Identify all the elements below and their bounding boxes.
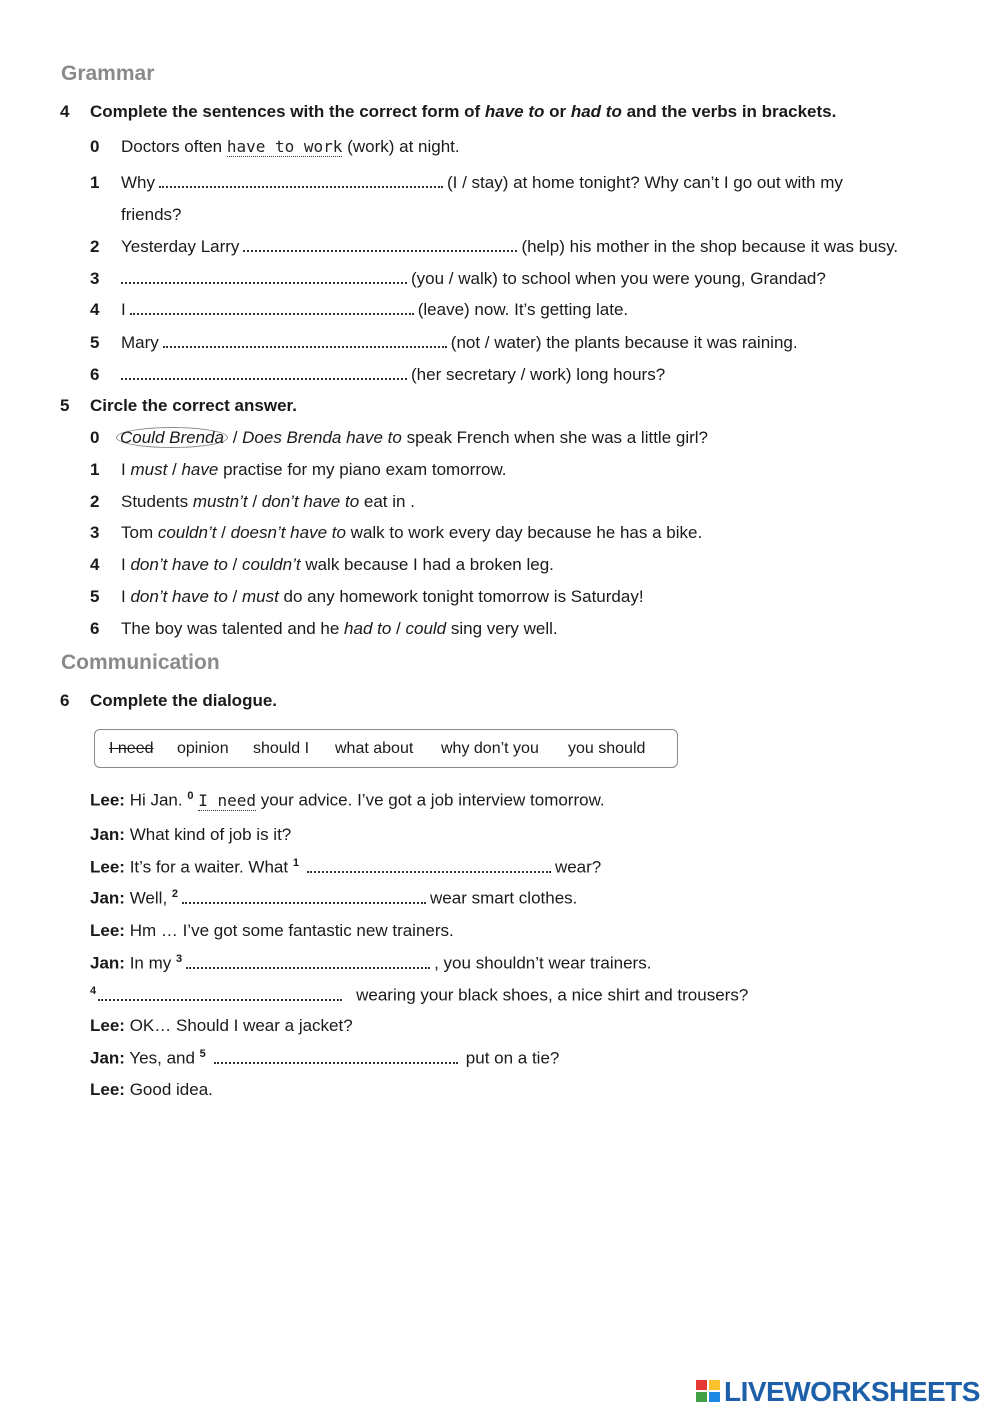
sentence-text: practise for my piano exam tomorrow. xyxy=(218,460,507,479)
option[interactable]: must xyxy=(130,460,168,479)
word-box-item: you should xyxy=(568,740,646,757)
item-number: 3 xyxy=(90,523,100,542)
speaker: Lee: xyxy=(90,1080,125,1099)
sentence-text: (I / stay) at home tonight? Why can’t I go out with my xyxy=(447,173,843,192)
dialogue-text: Hm … I’ve got some fantastic new trainers. xyxy=(124,921,454,940)
answer-blank[interactable] xyxy=(98,987,342,1001)
speaker: Lee: xyxy=(90,921,125,940)
sentence-text: sing very well. xyxy=(446,619,558,638)
dialogue-text: Yes, and xyxy=(124,1048,200,1068)
sentence-text: do any homework tonight tomorrow is Saturday! xyxy=(278,587,644,606)
dialogue-text: OK… Should I wear a jacket? xyxy=(124,1016,353,1035)
option[interactable]: don’t have to xyxy=(261,492,360,511)
item-number: 1 xyxy=(90,173,100,192)
exercise-number: 6 xyxy=(60,691,70,710)
speaker: Lee: xyxy=(90,857,125,877)
word-box xyxy=(94,729,678,768)
exercise-instruction: Circle the correct answer. xyxy=(90,396,297,415)
word-box-item: I need xyxy=(109,740,154,757)
item-number: 0 xyxy=(90,137,100,156)
word-box-item: opinion xyxy=(177,740,229,757)
dialogue-line xyxy=(90,953,651,974)
option[interactable]: don’t have to xyxy=(130,555,228,574)
option-circled[interactable]: Could Brenda xyxy=(116,427,228,448)
answer-blank[interactable] xyxy=(130,301,414,315)
sentence-text: (help) his mother in the shop because it was busy. xyxy=(521,237,899,256)
option[interactable]: must xyxy=(241,587,279,606)
sentence-continuation: friends? xyxy=(121,205,182,224)
example-answer: I need xyxy=(198,790,256,810)
sentence-text: I xyxy=(121,555,131,574)
answer-blank[interactable] xyxy=(159,174,443,188)
instruction-text: and the verbs in brackets. xyxy=(621,102,837,121)
dialogue-line xyxy=(90,1048,559,1069)
answer-blank[interactable] xyxy=(182,890,426,904)
item-number: 0 xyxy=(90,428,100,447)
item-number: 5 xyxy=(90,333,100,352)
sentence-text: I xyxy=(121,460,131,479)
instruction-text: have to xyxy=(484,102,545,121)
gap-number: 0 xyxy=(187,790,194,802)
sentence-text: The boy was talented and he xyxy=(121,619,345,638)
gap-number: 2 xyxy=(171,888,179,900)
option[interactable]: couldn’t xyxy=(241,555,301,574)
option[interactable]: doesn’t have to xyxy=(230,523,346,542)
dialogue-text: wearing your black shoes, a nice shirt and trousers? xyxy=(356,985,749,1005)
answer-blank[interactable] xyxy=(186,955,430,969)
item-number: 1 xyxy=(90,460,100,479)
dialogue-text: Well, xyxy=(124,888,172,908)
sentence xyxy=(121,237,898,257)
dialogue-text: wear? xyxy=(554,857,602,877)
sentence xyxy=(121,173,843,193)
sentence: I don’t have to / couldn’t walk because I had a broken leg. xyxy=(121,555,554,574)
dialogue-line xyxy=(90,1016,353,1036)
dialogue-text: What kind of job is it? xyxy=(124,825,292,844)
sentence-text: Yesterday Larry xyxy=(121,237,240,256)
sentence-text: (not / water) the plants because it was raining. xyxy=(450,333,798,352)
dialogue-line xyxy=(90,921,454,941)
instruction-text: had to xyxy=(570,102,622,121)
item-number: 2 xyxy=(90,492,100,511)
sentence: Tom couldn’t / doesn’t have to walk to work every day because he has a bike. xyxy=(121,523,703,542)
option[interactable]: don’t have to xyxy=(130,587,228,606)
sentence-text: walk because I had a broken leg. xyxy=(300,555,554,574)
item-number: 4 xyxy=(90,300,100,319)
sentence-text: (work) at night. xyxy=(347,137,460,156)
sentence-text: Tom xyxy=(121,523,158,542)
speaker: Jan: xyxy=(90,953,125,973)
exercise-number: 5 xyxy=(60,396,70,415)
instruction-text: or xyxy=(544,102,571,121)
sentence-text: Mary xyxy=(121,333,159,352)
answer-blank[interactable] xyxy=(307,859,551,873)
word-box-item: what about xyxy=(335,740,414,757)
sentence xyxy=(121,137,460,157)
logo-square xyxy=(696,1380,707,1390)
example-answer: have to work xyxy=(226,137,343,156)
dialogue-text: , you shouldn’t wear trainers. xyxy=(434,953,652,973)
gap-number: 4 xyxy=(90,985,97,997)
speaker: Jan: xyxy=(90,825,125,844)
speaker: Jan: xyxy=(90,1048,125,1068)
item-number: 6 xyxy=(90,365,100,384)
option[interactable]: have xyxy=(181,460,219,479)
answer-blank[interactable] xyxy=(121,366,407,380)
exercise-instruction: Complete the dialogue. xyxy=(90,691,278,710)
instruction-text: Complete the sentences with the correct form of xyxy=(90,102,485,121)
gap-number: 3 xyxy=(175,953,183,965)
logo-square xyxy=(709,1380,720,1390)
sentence-text: speak French when she was a little girl? xyxy=(401,428,709,447)
sentence-text: (you / walk) to school when you were young, Grandad? xyxy=(411,269,826,288)
gap-number: 1 xyxy=(292,857,299,869)
logo-square xyxy=(696,1392,707,1402)
dialogue-line xyxy=(90,985,748,1006)
sentence-text: (her secretary / work) long hours? xyxy=(411,365,666,384)
speaker: Jan: xyxy=(90,888,125,908)
dialogue-text: It’s for a waiter. What xyxy=(124,857,293,877)
answer-blank[interactable] xyxy=(243,238,517,252)
section-heading-communication: Communication xyxy=(61,651,220,674)
item-number: 6 xyxy=(90,619,100,638)
dialogue-text: Hi Jan. xyxy=(124,790,188,810)
gap-number: 5 xyxy=(199,1048,206,1060)
dialogue-text: In my xyxy=(124,953,176,973)
sentence xyxy=(121,300,628,320)
sentence-text: eat in . xyxy=(359,492,415,511)
sentence-text: I xyxy=(121,300,126,319)
dialogue-text: put on a tie? xyxy=(465,1048,560,1068)
sentence xyxy=(121,333,798,353)
dialogue-line xyxy=(90,825,291,845)
item-number: 3 xyxy=(90,269,100,288)
dialogue-line xyxy=(90,888,577,909)
sentence: Students mustn’t / don’t have to eat in . xyxy=(121,492,415,511)
sentence-text: (leave) now. It’s getting late. xyxy=(417,300,629,319)
dialogue-line xyxy=(90,857,601,878)
speaker: Lee: xyxy=(90,790,125,810)
answer-blank[interactable] xyxy=(121,270,407,284)
dialogue-text: wear smart clothes. xyxy=(430,888,578,908)
logo-square xyxy=(709,1392,720,1402)
option[interactable]: had to xyxy=(344,619,392,638)
exercise-number: 4 xyxy=(60,102,70,121)
option[interactable]: Does Brenda have to xyxy=(242,428,402,447)
option[interactable]: mustn’t xyxy=(192,492,248,511)
sentence-text: Why xyxy=(121,173,155,192)
dialogue-text: Good idea. xyxy=(124,1080,213,1099)
answer-blank[interactable] xyxy=(214,1050,458,1064)
dialogue-text: your advice. I’ve got a job interview tomorrow. xyxy=(255,790,605,810)
exercise-instruction xyxy=(90,102,836,122)
word-box-item: should I xyxy=(253,740,310,757)
sentence-text: Doctors often xyxy=(121,137,223,156)
speaker: Lee: xyxy=(90,1016,125,1035)
sentence: I must / have practise for my piano exam tomorrow. xyxy=(121,460,507,479)
sentence xyxy=(117,269,826,289)
logo-mark-icon xyxy=(696,1380,722,1404)
logo-text: LIVEWORKSHEETS xyxy=(724,1376,980,1407)
sentence: I don’t have to / must do any homework tonight tomorrow is Saturday! xyxy=(121,587,644,606)
word-box-item: why don’t you xyxy=(441,740,539,757)
sentence: The boy was talented and he had to / could sing very well. xyxy=(121,619,558,638)
item-number: 5 xyxy=(90,587,100,606)
sentence-text: I xyxy=(121,587,131,606)
option[interactable]: could xyxy=(405,619,447,638)
dialogue-line xyxy=(90,1080,213,1100)
dialogue-line xyxy=(90,790,605,811)
option[interactable]: couldn’t xyxy=(157,523,217,542)
sentence: Could Brenda / Does Brenda have to speak French when she was a little girl? xyxy=(116,428,708,448)
item-number: 2 xyxy=(90,237,100,256)
sentence xyxy=(117,365,665,385)
sentence-text: Students xyxy=(121,492,193,511)
section-heading-grammar: Grammar xyxy=(61,62,155,85)
answer-blank[interactable] xyxy=(163,334,447,348)
item-number: 4 xyxy=(90,555,100,574)
sentence-text: walk to work every day because he has a bike. xyxy=(345,523,703,542)
